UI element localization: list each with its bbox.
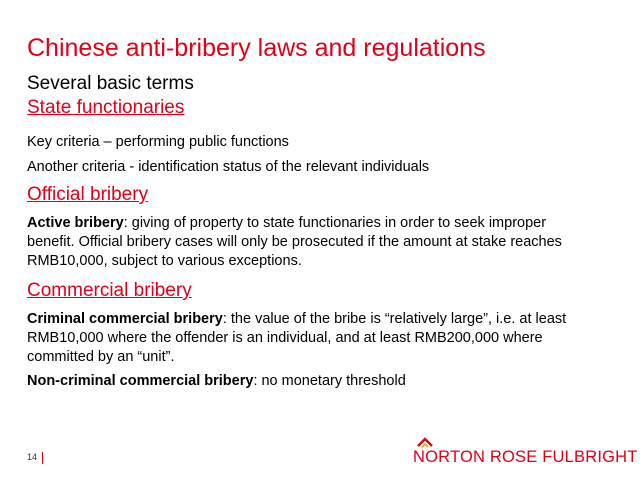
heading-commercial-bribery: Commercial bribery: [27, 280, 192, 301]
non-criminal-commercial-bribery-paragraph: [27, 372, 587, 391]
heading-state-functionaries: State functionaries: [27, 97, 185, 118]
active-bribery-definition: : giving of property to state functionaries in order to seek improper benefit. Official bribery cases will only be prosecuted if the amount at stake reaches RMB10,000, subject to various exceptions.: [27, 215, 562, 269]
heading-official-bribery: Official bribery: [27, 184, 149, 205]
state-functionaries-line-2: Another criteria - identification status of the relevant individuals: [27, 159, 430, 175]
slide-subtitle: Several basic terms: [27, 73, 194, 94]
criminal-commercial-bribery-paragraph: [27, 310, 587, 367]
logo-chevron-icon: [416, 436, 434, 448]
footer-divider: [42, 452, 43, 464]
active-bribery-term: Active bribery: [27, 215, 124, 231]
official-bribery-paragraph: [27, 214, 587, 271]
slide-title: Chinese anti-bribery laws and regulations: [27, 34, 486, 62]
non-criminal-commercial-bribery-definition: : no monetary threshold: [253, 373, 406, 389]
non-criminal-commercial-bribery-term: Non-criminal commercial bribery: [27, 373, 254, 389]
page-number: 14: [27, 452, 38, 462]
criminal-commercial-bribery-term: Criminal commercial bribery: [27, 311, 223, 327]
state-functionaries-line-1: Key criteria – performing public functions: [27, 134, 289, 150]
criminal-commercial-bribery-definition: : the value of the bribe is “relatively large”, i.e. at least RMB10,000 where the offender is an individual, and at least RMB200,000 where committed by an “unit”.: [27, 311, 567, 365]
company-logo: NORTON ROSE FULBRIGHT: [413, 448, 638, 466]
